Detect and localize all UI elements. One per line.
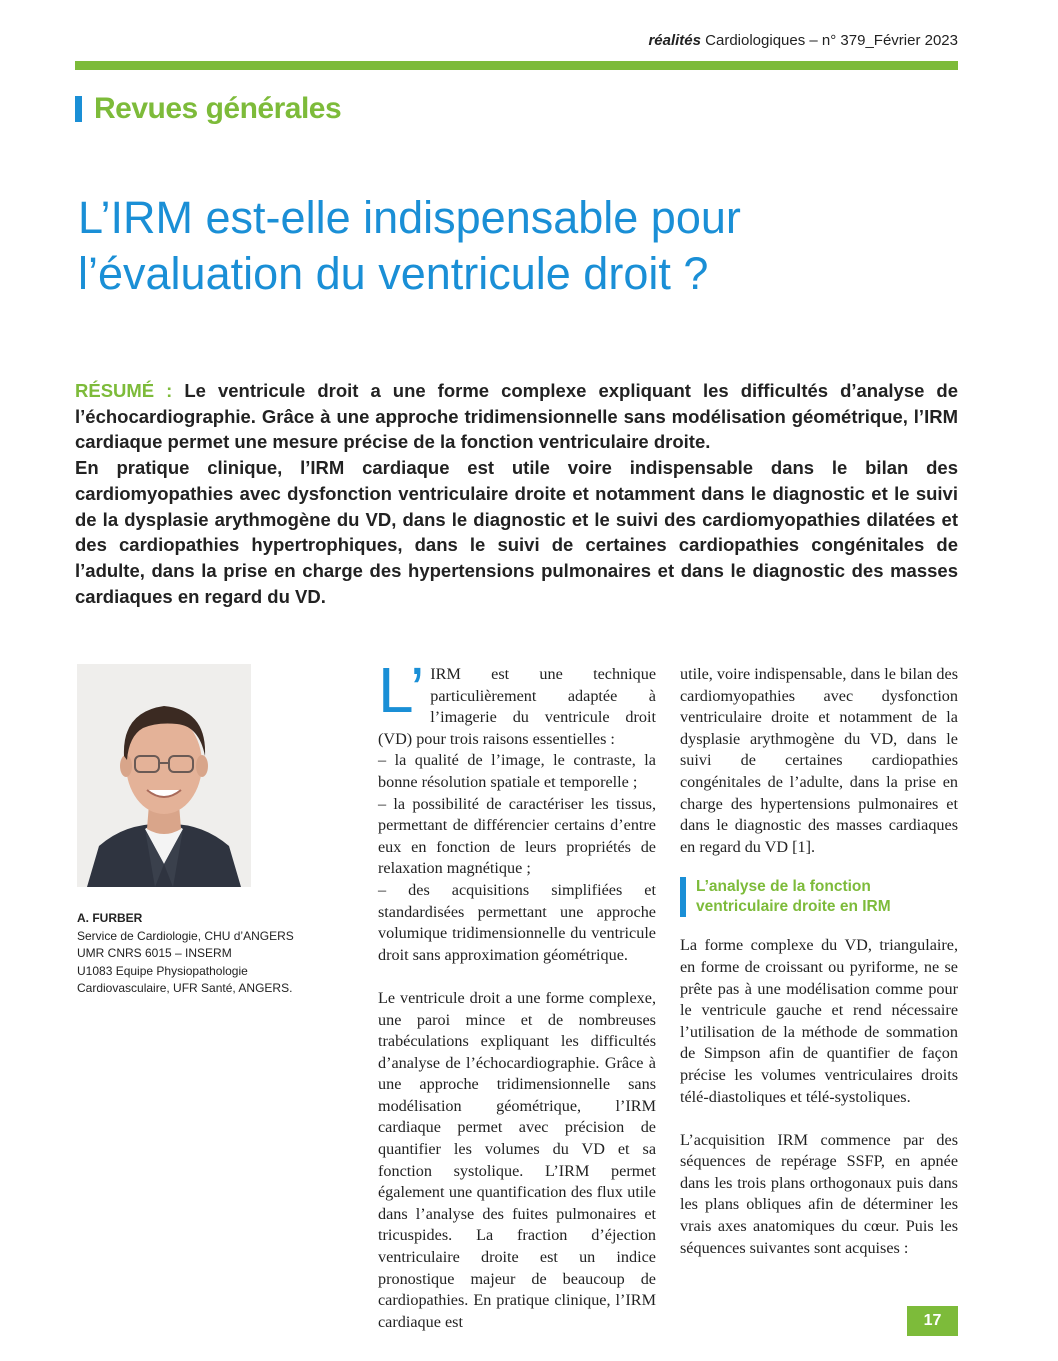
subsection-marker xyxy=(680,877,686,917)
journal-issue: Cardiologiques – n° 379_Février 2023 xyxy=(701,32,958,49)
running-header xyxy=(648,32,958,49)
intro-paragraph: IRM est une technique particulièrement adaptée à l’imagerie du ventricule droit (VD) pour trois raisons essentielles : xyxy=(378,665,656,748)
list-item: – la qualité de l’image, le contraste, la bonne résolution spatiale et temporelle ; xyxy=(378,751,656,791)
author-affiliation-3: U1083 Equipe Physiopathologie xyxy=(77,963,248,978)
drop-cap: L’ xyxy=(378,654,425,726)
section-marker xyxy=(75,96,82,122)
abstract xyxy=(75,378,958,609)
paragraph-gap xyxy=(378,966,656,988)
header-rule xyxy=(75,61,958,70)
journal-brand: réalités xyxy=(648,32,701,49)
abstract-text-1: Le ventricule droit a une forme complexe expliquant les difficultés d’analyse de l’échocardiographie. Grâce à une approche tridimensionnelle sans modélisation géométrique, l’IRM cardiaque permet une mesure précise de la fonction ventriculaire droite. xyxy=(75,380,958,453)
subsection-heading xyxy=(680,877,958,917)
author-photo xyxy=(77,664,251,887)
subsection-title: L’analyse de la fonction ventriculaire droite en IRM xyxy=(696,878,891,916)
title-line-2: l’évaluation du ventricule droit ? xyxy=(78,248,709,299)
body-paragraph: Le ventricule droit a une forme complexe, une paroi mince et de nombreuses trabéculations expliquant les difficultés d’analyse de l’échocardiographie. Grâce à une approche tridimensionnelle sans modélisation géométrique, l’IRM cardiaque permet avec précision de quantifier les volumes du VD et sa fonction systolique. L’IRM permet également une quantification des flux utile dans l’analyse des fuites pulmonaires et tricuspides. La fraction d’éjection ventriculaire droite est un indice pronostique majeur de beaucoup de cardiopathies. En pratique clinique, l’IRM cardiaque est xyxy=(378,988,656,1331)
author-info xyxy=(77,910,317,998)
author-affiliation-2: UMR CNRS 6015 – INSERM xyxy=(77,946,232,960)
title-line-1: L’IRM est-elle indispensable pour xyxy=(78,192,741,243)
list-item: – des acquisitions simplifiées et standardisées permettant une approche volumique tridimensionnelle du ventricule droit sans approximation géométrique. xyxy=(378,880,656,964)
abstract-paragraph-2: En pratique clinique, l’IRM cardiaque est utile voire indispensable dans le bilan des cardiomyopathies avec dysfonction ventriculaire droite et notamment dans le diagnostic et le suivi de la dysplasie arythmogène du VD, dans le diagnostic et le suivi des cardiomyopathies dilatées et des cardiopathies hypertrophiques, dans le suivi de certaines cardiopathies congénitales de l’adulte, dans la prise en charge des hypertensions pulmonaires et dans le diagnostic des masses cardiaques en regard du VD. xyxy=(75,457,958,607)
body-paragraph: utile, voire indispensable, dans le bilan des cardiomyopathies avec dysfonction ventriculaire droite et notamment de la dysplasie arythmogène du VD, dans le suivi de certaines cardiopathies congénitales de l’adulte, dans la prise en charge des hypertensions pulmonaires et dans le diagnostic des masses cardiaques en regard du VD [1]. xyxy=(680,665,958,856)
abstract-paragraph-1 xyxy=(75,378,958,455)
abstract-label: RÉSUMÉ : xyxy=(75,380,173,401)
body-paragraph: L’acquisition IRM commence par des séquences de repérage SSFP, en apnée dans les trois plans orthogonaux puis dans les plans obliques afin de déterminer les vrais axes anatomiques du cœur. Puis les séquences suivantes sont acquises : xyxy=(680,1130,958,1257)
section-heading xyxy=(75,92,341,126)
author-affiliation-4: Cardiovasculaire, UFR Santé, ANGERS. xyxy=(77,981,293,995)
body-column-1 xyxy=(378,654,656,1333)
page-number: 17 xyxy=(907,1306,958,1336)
body-column-2 xyxy=(680,664,958,1259)
article-title xyxy=(78,190,938,302)
author-affiliation-1: Service de Cardiologie, CHU d’ANGERS xyxy=(77,928,294,943)
body-paragraph: La forme complexe du VD, triangulaire, en forme de croissant ou pyriforme, ne se prête pas à une modélisation comme pour le ventricule gauche et rend nécessaire l’utilisation de la méthode de sommation de Simpson afin de quantifier de façon précise les volumes ventriculaires droits télé-diastoliques et télé-systoliques. xyxy=(680,936,958,1106)
list-item: – la possibilité de caractériser les tissus, permettant de différencier certains d’entre eux en fonction de leurs propriétés de relaxation magnétique ; xyxy=(378,794,656,878)
author-name: A. FURBER xyxy=(77,911,143,925)
author-portrait-illustration xyxy=(77,664,251,887)
paragraph-gap xyxy=(680,1108,958,1130)
section-label: Revues générales xyxy=(94,92,342,125)
